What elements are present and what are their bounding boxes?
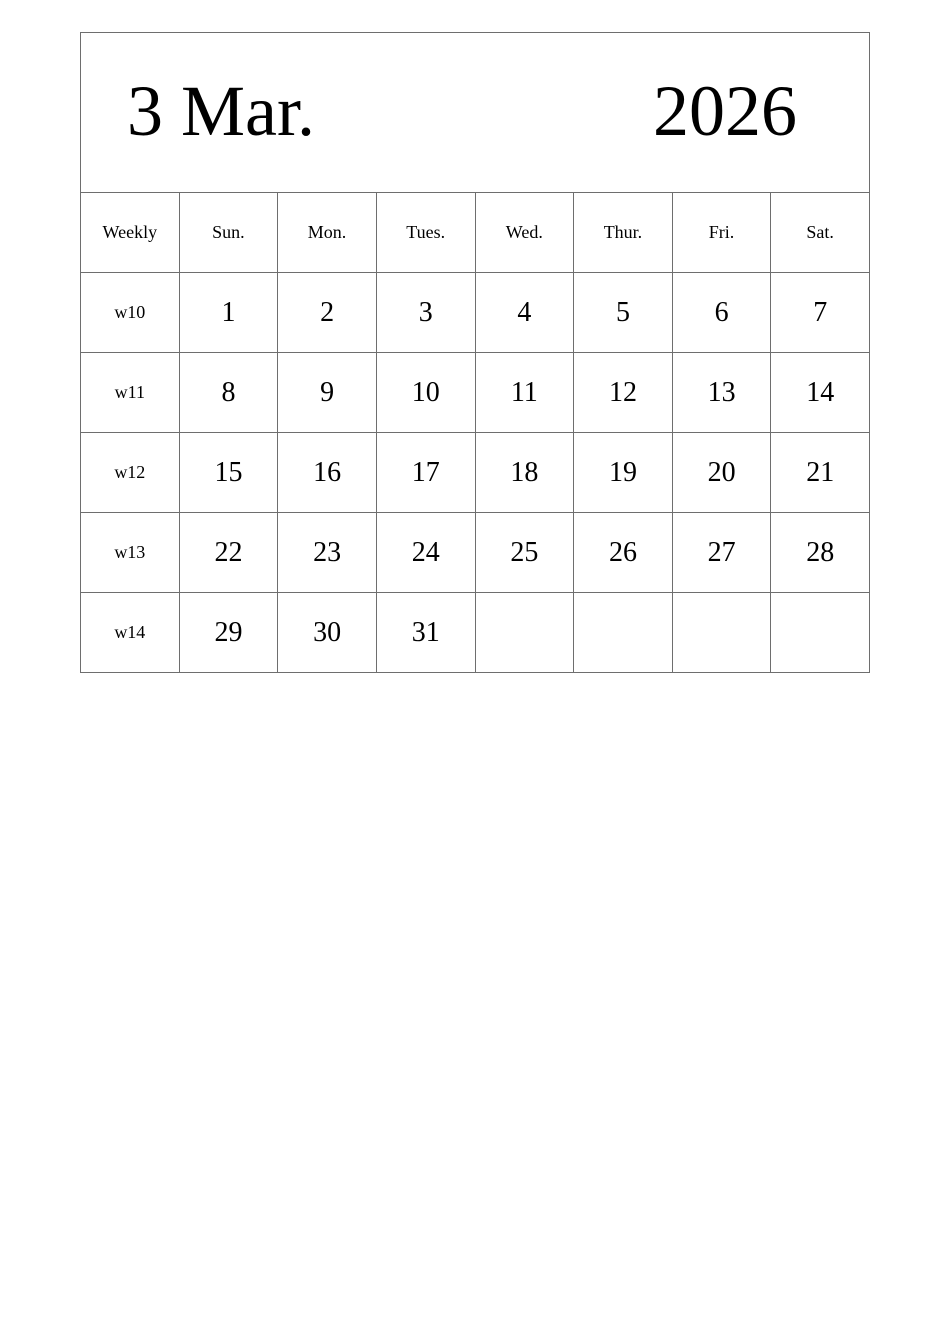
day-cell: 7 xyxy=(771,273,870,353)
day-cell: 20 xyxy=(672,433,771,513)
day-cell-empty xyxy=(574,593,673,673)
day-cell: 18 xyxy=(475,433,574,513)
day-cell: 3 xyxy=(376,273,475,353)
day-cell: 1 xyxy=(179,273,278,353)
day-cell: 27 xyxy=(672,513,771,593)
header-mon: Mon. xyxy=(278,193,377,273)
month-label: 3 Mar. xyxy=(127,71,315,151)
year-label: 2026 xyxy=(653,71,797,151)
header-fri: Fri. xyxy=(672,193,771,273)
day-cell: 6 xyxy=(672,273,771,353)
day-cell: 5 xyxy=(574,273,673,353)
day-cell: 10 xyxy=(376,353,475,433)
header-wed: Wed. xyxy=(475,193,574,273)
week-number: w12 xyxy=(81,433,180,513)
day-cell: 21 xyxy=(771,433,870,513)
day-cell: 28 xyxy=(771,513,870,593)
day-cell: 31 xyxy=(376,593,475,673)
header-thu: Thur. xyxy=(574,193,673,273)
day-cell: 9 xyxy=(278,353,377,433)
week-number: w11 xyxy=(81,353,180,433)
day-cell: 23 xyxy=(278,513,377,593)
day-cell: 19 xyxy=(574,433,673,513)
week-row xyxy=(81,513,870,593)
week-row xyxy=(81,353,870,433)
day-cell: 24 xyxy=(376,513,475,593)
header-tue: Tues. xyxy=(376,193,475,273)
week-row xyxy=(81,593,870,673)
day-cell: 30 xyxy=(278,593,377,673)
week-number: w14 xyxy=(81,593,180,673)
day-cell-empty xyxy=(771,593,870,673)
day-cell-empty xyxy=(475,593,574,673)
week-number: w10 xyxy=(81,273,180,353)
day-cell: 16 xyxy=(278,433,377,513)
header-sat: Sat. xyxy=(771,193,870,273)
day-cell: 22 xyxy=(179,513,278,593)
day-cell: 29 xyxy=(179,593,278,673)
header-sun: Sun. xyxy=(179,193,278,273)
weekday-header-row xyxy=(81,193,870,273)
day-cell: 12 xyxy=(574,353,673,433)
day-cell: 2 xyxy=(278,273,377,353)
day-cell: 14 xyxy=(771,353,870,433)
day-cell: 17 xyxy=(376,433,475,513)
week-row xyxy=(81,433,870,513)
week-row xyxy=(81,273,870,353)
day-cell: 4 xyxy=(475,273,574,353)
day-cell: 8 xyxy=(179,353,278,433)
calendar-table xyxy=(80,32,870,673)
calendar-title xyxy=(81,33,870,193)
day-cell: 15 xyxy=(179,433,278,513)
day-cell: 13 xyxy=(672,353,771,433)
day-cell: 26 xyxy=(574,513,673,593)
day-cell-empty xyxy=(672,593,771,673)
day-cell: 11 xyxy=(475,353,574,433)
day-cell: 25 xyxy=(475,513,574,593)
week-number: w13 xyxy=(81,513,180,593)
header-weekly: Weekly xyxy=(81,193,180,273)
